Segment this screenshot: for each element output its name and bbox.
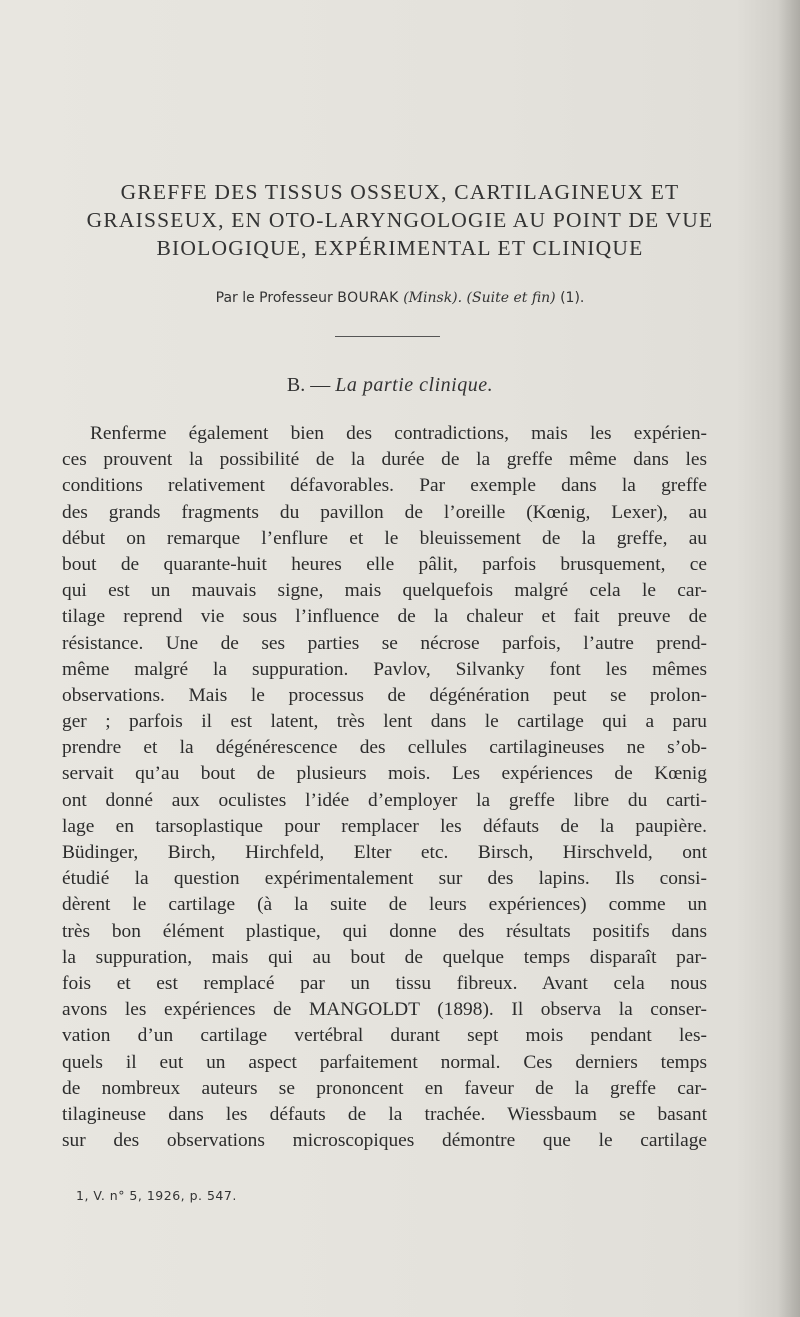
section-letter: B. — [286, 374, 306, 396]
text-line: la suppuration, mais qui au bout de quelque temps disparaît par- — [62, 946, 707, 968]
text-line: lage en tarsoplastique pour remplacer les défauts de la paupière. — [62, 815, 707, 837]
text-line: dèrent le cartilage (à la suite de leurs expériences) comme un — [62, 894, 707, 916]
text-line: Renferme également bien des contradictions, mais les expérien- — [90, 423, 707, 444]
text-line: quels il eut un aspect parfaitement normal. Ces derniers temps — [62, 1051, 707, 1073]
text-line: servait qu’au bout de plusieurs mois. Les expériences de Kœnig — [62, 763, 707, 785]
text-line: qui est un mauvais signe, mais quelquefois malgré cela le car- — [62, 580, 707, 602]
text-line: bout de quarante-huit heures elle pâlit, parfois brusquement, ce — [62, 553, 707, 575]
text-line: même malgré la suppuration. Pavlov, Silvanky font les mêmes — [62, 658, 707, 680]
page-edge-shadow — [778, 0, 800, 1317]
article-title — [40, 178, 760, 262]
text-line: vation d’un cartilage vertébral durant sept mois pendant les- — [62, 1025, 707, 1047]
text-line: étudié la question expérimentalement sur des lapins. Ils consi- — [62, 868, 707, 890]
text-line: début on remarque l’enflure et le bleuissement de la greffe, au — [62, 527, 707, 549]
text-line: très bon élément plastique, qui donne des résultats positifs dans — [62, 920, 707, 942]
text-line: ces prouvent la possibilité de la durée de la greffe même dans les — [62, 449, 707, 471]
continuation-note: (Suite et fin) — [466, 290, 556, 306]
section-heading — [0, 374, 780, 397]
byline — [0, 290, 800, 306]
byline-prefix: Par le Professeur — [215, 290, 333, 306]
body-text — [62, 421, 707, 1154]
footnote: 1, V. n° 5, 1926, p. 547. — [76, 1188, 237, 1203]
footnote-reference: (1). — [560, 290, 585, 306]
text-line: tilagineuse dans les défauts de la trachée. Wiessbaum se basant — [62, 1103, 707, 1125]
text-line: ger ; parfois il est latent, très lent dans le cartilage qui a paru — [62, 711, 707, 733]
text-line: prendre et la dégénérescence des cellules cartilagineuses ne s’ob- — [62, 737, 707, 759]
title-line-2: GRAISSEUX, EN OTO-LARYNGOLOGIE AU POINT DE VUE — [86, 208, 714, 232]
text-line: sur des observations microscopiques démontre que le cartilage — [62, 1130, 707, 1152]
author-place: (Minsk). — [403, 290, 463, 306]
text-line: fois et est remplacé par un tissu fibreux. Avant cela nous — [62, 972, 707, 994]
section-title: La partie clinique. — [335, 374, 494, 396]
text-line: de nombreux auteurs se prononcent en faveur de la greffe car- — [62, 1077, 707, 1099]
text-line: observations. Mais le processus de dégénération peut se prolon- — [62, 684, 707, 706]
text-line: résistance. Une de ses parties se nécrose parfois, l’autre prend- — [62, 632, 707, 654]
text-line: tilage reprend vie sous l’influence de la chaleur et fait preuve de — [62, 606, 707, 628]
title-line-3: BIOLOGIQUE, EXPÉRIMENTAL ET CLINIQUE — [156, 236, 644, 260]
text-line: conditions relativement défavorables. Par exemple dans la greffe — [62, 475, 707, 497]
author-name: BOURAK — [337, 290, 399, 306]
separator-rule — [335, 336, 440, 337]
text-line: ont donné aux oculistes l’idée d’employer la greffe libre du carti- — [62, 789, 707, 811]
text-line: Büdinger, Birch, Hirchfeld, Elter etc. Birsch, Hirschveld, ont — [62, 842, 707, 863]
section-dash: — — [310, 374, 331, 396]
title-line-1: GREFFE DES TISSUS OSSEUX, CARTILAGINEUX ET — [120, 180, 680, 204]
text-line: avons les expériences de MANGOLDT (1898). Il observa la conser- — [62, 999, 707, 1021]
text-line: des grands fragments du pavillon de l’oreille (Kœnig, Lexer), au — [62, 501, 707, 523]
